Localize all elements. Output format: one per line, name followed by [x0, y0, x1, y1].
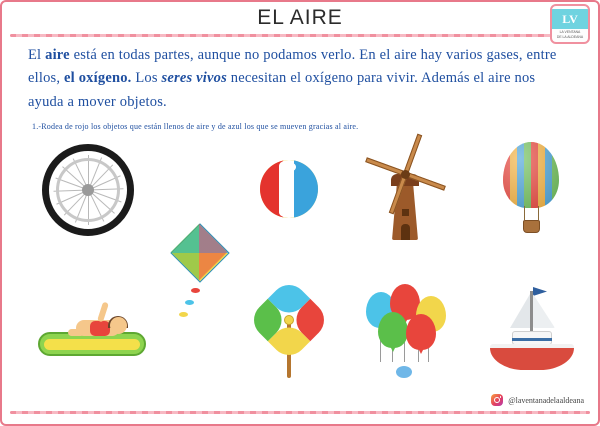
- hot-air-balloon-icon: [500, 142, 562, 238]
- image-girl-on-pool-float[interactable]: [38, 302, 146, 362]
- pool-float-icon: [38, 302, 146, 362]
- pinwheel-icon: [254, 284, 324, 380]
- intro-paragraph: [28, 44, 572, 114]
- exercise-instruction: 1.-Rodea de rojo los objetos que están llenos de aire y de azul los que se mueven gracias al aire.: [32, 122, 359, 131]
- intro-part-1: aire: [45, 47, 70, 63]
- intro-part-5: seres vivos: [161, 70, 227, 87]
- windmill-icon: [360, 144, 450, 240]
- sailboat-icon: [486, 282, 578, 378]
- intro-part-2: está en todas partes, aunque no podamos verlo. En el aire hay varios gases, entre ellos,: [28, 47, 557, 87]
- intro-part-3: el oxígeno.: [64, 70, 132, 87]
- image-sailboat[interactable]: [486, 282, 578, 378]
- logo-caption-line1: LA VENTANA: [559, 30, 581, 35]
- logo-caption-line2: DE LA ALDEANA: [556, 34, 584, 39]
- intro-part-0: El: [28, 47, 46, 63]
- logo-caption: [557, 29, 583, 39]
- image-grid: [2, 142, 598, 392]
- page-header: [2, 2, 598, 36]
- kite-icon: [167, 232, 231, 328]
- footer-divider: [10, 411, 590, 414]
- bicycle-wheel-icon: [42, 144, 134, 236]
- intro-part-6: necesitan el oxígeno para vivir. Además el aire nos ayuda a mover objetos.: [28, 70, 536, 110]
- image-beach-ball[interactable]: [260, 160, 318, 218]
- image-bicycle-wheel[interactable]: [42, 144, 134, 236]
- page-title: EL AIRE: [257, 6, 343, 29]
- instagram-icon: [491, 394, 503, 406]
- image-pinwheel[interactable]: [254, 284, 324, 380]
- image-hot-air-balloon[interactable]: [500, 142, 562, 238]
- image-balloons[interactable]: [362, 284, 458, 380]
- image-kite[interactable]: [167, 232, 231, 328]
- beach-ball-icon: [260, 160, 318, 218]
- header-divider: [10, 34, 590, 37]
- intro-part-4: Los: [131, 70, 162, 87]
- logo-monogram: LV: [552, 9, 588, 29]
- footer-credit: [491, 394, 584, 406]
- footer-credit-text: @laventanadelaaldeana: [508, 395, 584, 405]
- balloons-icon: [362, 284, 458, 380]
- image-windmill[interactable]: [360, 144, 450, 240]
- brand-logo: [550, 4, 590, 44]
